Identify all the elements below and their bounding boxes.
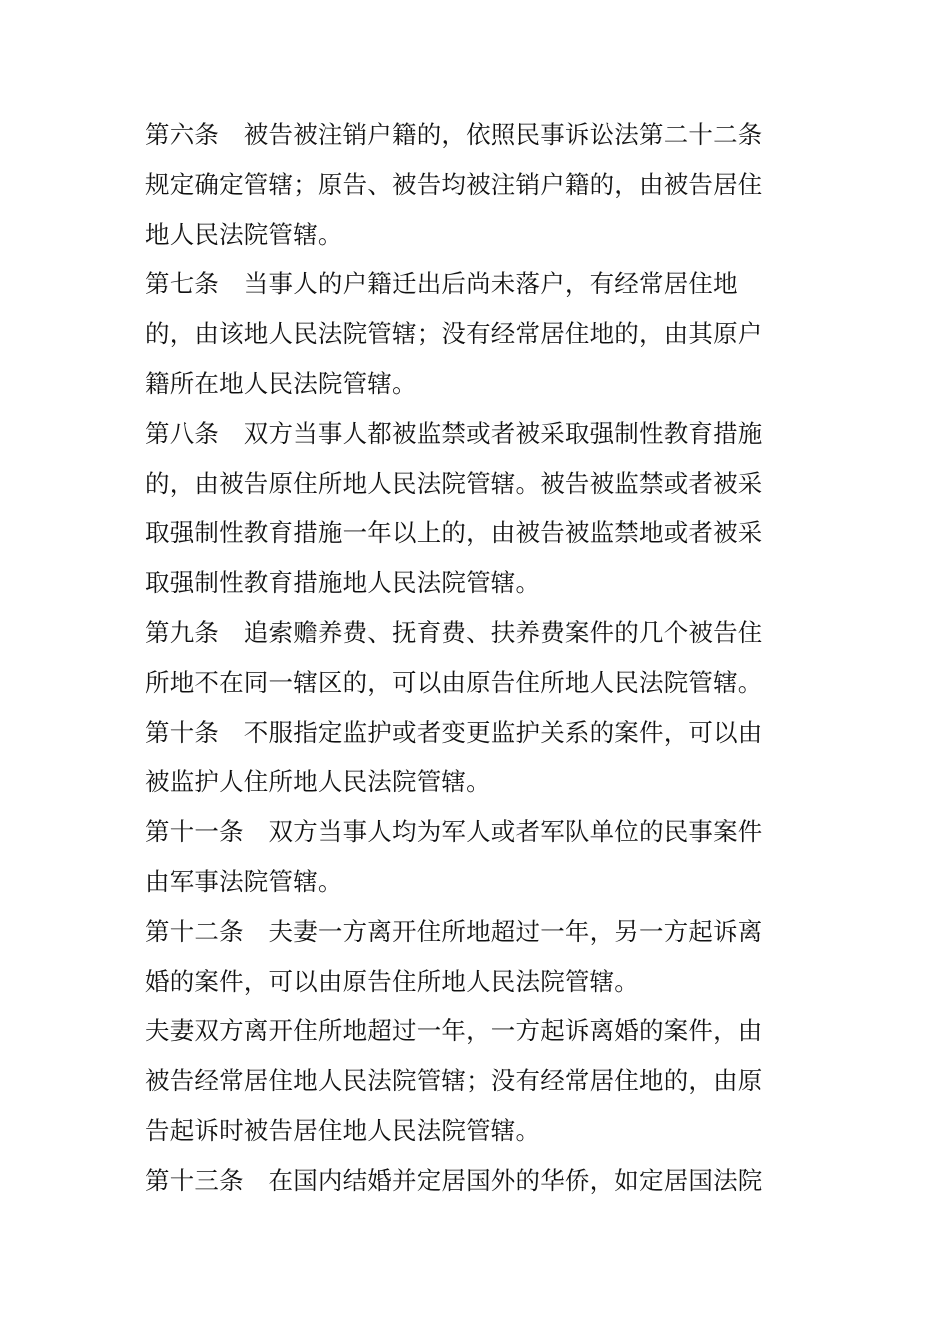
text-line: 婚的案件，可以由原告住所地人民法院管辖。 — [145, 966, 639, 996]
article-8-paragraph — [145, 409, 785, 608]
text-line: 的，由该地人民法院管辖；没有经常居住地的，由其原户 — [145, 319, 763, 349]
text-line: 第九条 追索赡养费、抚育费、扶养费案件的几个被告住 — [145, 617, 763, 647]
text-line: 第十条 不服指定监护或者变更监护关系的案件，可以由 — [145, 717, 763, 747]
text-line: 第十三条 在国内结婚并定居国外的华侨，如定居国法院 — [145, 1165, 763, 1195]
text-line: 取强制性教育措施地人民法院管辖。 — [145, 568, 541, 598]
text-line: 被告经常居住地人民法院管辖；没有经常居住地的，由原 — [145, 1066, 763, 1096]
text-line: 地人民法院管辖。 — [145, 219, 343, 249]
article-11-paragraph — [145, 807, 785, 907]
text-line: 取强制性教育措施一年以上的，由被告被监禁地或者被采 — [145, 518, 763, 548]
article-9-paragraph — [145, 608, 785, 708]
text-line: 的，由被告原住所地人民法院管辖。被告被监禁或者被采 — [145, 468, 763, 498]
article-12-second-paragraph — [145, 1006, 785, 1155]
text-line: 告起诉时被告居住地人民法院管辖。 — [145, 1115, 541, 1145]
text-line: 由军事法院管辖。 — [145, 866, 343, 896]
article-7-paragraph — [145, 259, 785, 408]
article-10-paragraph — [145, 708, 785, 808]
text-line: 第七条 当事人的户籍迁出后尚未落户，有经常居住地 — [145, 269, 738, 299]
text-line: 籍所在地人民法院管辖。 — [145, 368, 417, 398]
text-line: 所地不在同一辖区的，可以由原告住所地人民法院管辖。 — [145, 667, 763, 697]
text-line: 规定确定管辖；原告、被告均被注销户籍的，由被告居住 — [145, 169, 763, 199]
text-line: 夫妻双方离开住所地超过一年，一方起诉离婚的案件，由 — [145, 1016, 763, 1046]
article-6-paragraph — [145, 110, 785, 259]
document-body — [145, 110, 785, 1206]
text-line: 第八条 双方当事人都被监禁或者被采取强制性教育措施 — [145, 418, 763, 448]
article-12-paragraph — [145, 907, 785, 1007]
text-line: 第六条 被告被注销户籍的，依照民事诉讼法第二十二条 — [145, 120, 763, 149]
text-line: 第十一条 双方当事人均为军人或者军队单位的民事案件 — [145, 817, 763, 847]
text-line: 被监护人住所地人民法院管辖。 — [145, 767, 491, 797]
text-line: 第十二条 夫妻一方离开住所地超过一年，另一方起诉离 — [145, 916, 763, 946]
article-13-paragraph — [145, 1156, 785, 1206]
